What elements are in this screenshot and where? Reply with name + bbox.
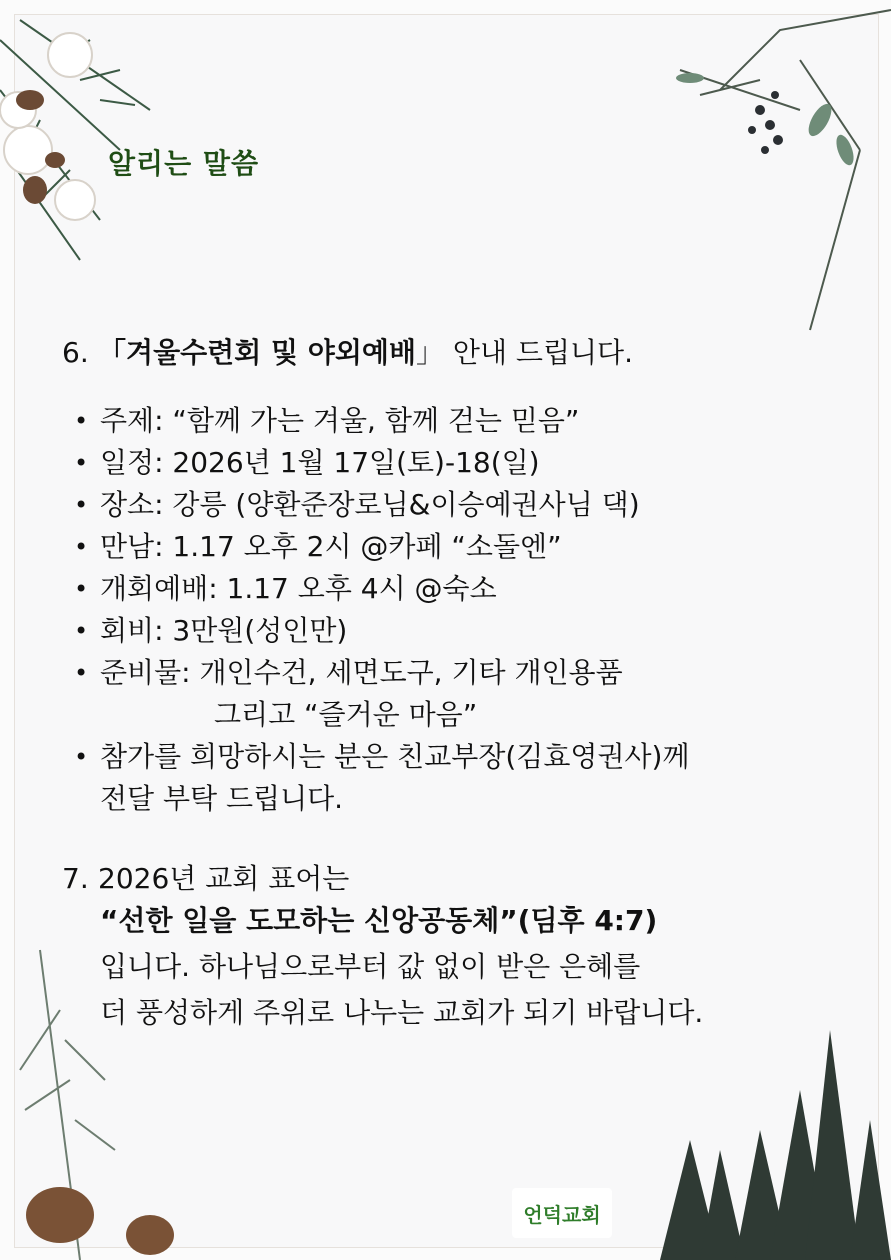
page-heading: 알리는 말씀: [108, 147, 259, 180]
item-6-title-open: 「: [98, 336, 127, 369]
list-item-theme: • 주제: “함께 가는 겨울, 함께 걷는 믿음”: [62, 400, 862, 442]
list-item-supplies: [62, 652, 862, 736]
bottom-pinecones-decoration: [26, 1187, 174, 1255]
item-7-line-3: 입니다. 하나님으로부터 값 없이 받은 은혜를: [100, 950, 641, 983]
item-6-details-list: [62, 400, 862, 820]
registration-line-1: • 참가를 희망하시는 분은 친교부장(김효영권사)께: [100, 740, 690, 773]
item-6-title: [62, 334, 862, 372]
item-7-line-4: 더 풍성하게 주위로 나누는 교회가 되기 바랍니다.: [100, 996, 704, 1029]
list-item-meeting: • 만남: 1.17 오후 2시 @카페 “소돌엔”: [62, 526, 862, 568]
list-item-place: • 장소: 강릉 (양환준장로님&이승예권사님 댁): [62, 484, 862, 526]
church-logo: 언덕교회: [512, 1188, 612, 1238]
list-item-fee: • 회비: 3만원(성인만): [62, 610, 862, 652]
item-6-title-rest: 안내 드립니다.: [444, 336, 634, 369]
item-7-title: [62, 860, 862, 898]
item-6-title-close: 」: [416, 336, 445, 369]
list-item-schedule: • 일정: 2026년 1월 17일(토)-18(일): [62, 442, 862, 484]
supplies-continuation: 그리고 “즐거운 마음”: [214, 698, 478, 731]
berries-decoration: [748, 91, 783, 154]
supplies-line: • 준비물: 개인수건, 세면도구, 기타 개인용품: [100, 656, 623, 689]
registration-line-2: 전달 부탁 드립니다.: [100, 782, 344, 815]
item-7-number: 7.: [62, 862, 89, 895]
bottom-right-trees-decoration: [660, 1030, 891, 1260]
item-6-title-bold: 겨울수련회 및 야외예배: [126, 336, 416, 369]
item-6-number: 6.: [62, 336, 89, 369]
item-7-line-1: 2026년 교회 표어는: [98, 862, 350, 895]
announcement-content: [62, 334, 862, 1036]
church-motto: “선한 일을 도모하는 신앙공동체”(딤후 4:7): [100, 904, 658, 937]
top-right-branch-decoration: [680, 10, 891, 330]
list-item-opening-service: • 개회예배: 1.17 오후 4시 @숙소: [62, 568, 862, 610]
list-item-registration: [62, 736, 862, 820]
